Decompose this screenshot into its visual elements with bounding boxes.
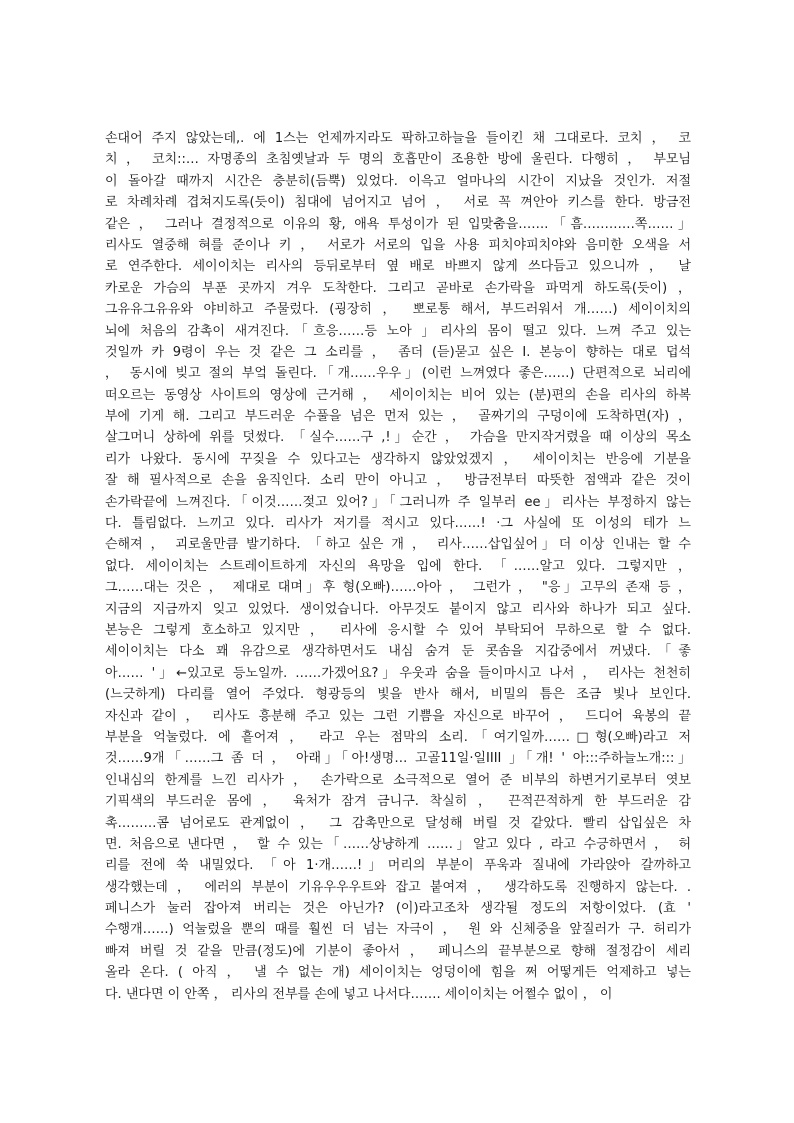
text-line: 지금의 지금까지 잊고 있었다. 생이었습니다. 아무것도 붙이지 않고 리사와 하나가 되고 싶다. bbox=[105, 601, 691, 617]
text-line: 떠오르는 동영상 사이트의 영상에 근거해 ， 세이이치는 비어 있는 (분)편의 손을 리사의 하복 bbox=[105, 387, 691, 403]
text-line: 이 돌아갈 때까지 시간은 충분히(듬뿍) 있었다. 이윽고 얼마나의 시간이 지났을 것인가. 저절 bbox=[105, 173, 691, 189]
text-line: 것일까 카 9령이 우는 것 같은 그 소리를 ， 좀더 (듣)묻고 싶은 I. 본능이 향하는 대로 덥석 bbox=[105, 344, 691, 360]
text-line: 것……9개「……그 좀 더 ， 아래」「아!생명… 고골11일·일IIII 」「개! ' 아:::주하늘노개:::」 bbox=[105, 751, 691, 767]
text-line: 로 연주한다. 세이이치는 리사의 등뒤로부터 옆 배로 바쁘지 않게 쓰다듬고 있으니까 ， 날 bbox=[105, 259, 691, 275]
text-line: 수행개……) 억눌렀을 뿐의 때를 훨씬 더 넘는 자극이 ， 원 와 신체중을 앞질러가 구. 허리가 bbox=[105, 922, 691, 938]
text-line: (느긋하게) 다리를 열어 주었다. 형광등의 빛을 반사 해서, 비밀의 틈은 조금 빛나 보인다. bbox=[105, 687, 691, 703]
text-line: 리사도 열중해 혀를 준이나 키 ， 서로가 서로의 입을 사용 피치야피치야와 음미한 오색을 서 bbox=[105, 237, 691, 253]
text-line: 치 ， 코치::… 자명종의 초침옛날과 두 명의 호흡만이 조용한 방에 울린다. 다행히 ， 부모님 bbox=[105, 152, 691, 168]
text-line: 기픽색의 부드러운 몸에 ， 육처가 잠겨 금니구. 착실히 ， 끈적끈적하게 한 부드러운 감 bbox=[105, 794, 691, 810]
text-line: 그……대는 것은 ， 제대로 대며」후 형(오빠)……아아 ， 그런가 ， "응」고무의 존재 등 ， bbox=[105, 580, 691, 596]
text-line: 부에 기게 해. 그리고 부드러운 수풀을 넘은 먼저 있는 ， 골짜기의 구덩이에 도착하면(자) ， bbox=[105, 409, 691, 425]
text-line: 살그머니 상하에 위를 덧썼다. 「실수……구 ,!」순간 ， 가슴을 만지작거렸을 때 이상의 목소 bbox=[105, 430, 691, 446]
text-line: 인내심의 한계를 느낀 리사가 ， 손가락으로 소극적으로 열어 준 비부의 하변거기로부터 엿보 bbox=[105, 772, 691, 788]
text-line: 면. 처음으로 낸다면 ， 할 수 있는「……상냥하게 ……」알고 있다 , 라고 수긍하면서 ， 허 bbox=[105, 836, 691, 852]
text-line: 없다. 세이이치는 스트레이트하게 자신의 욕망을 입에 한다. 「……알고 있다. 그렇지만 ， bbox=[105, 558, 691, 574]
text-line: 본능은 그렇게 호소하고 있지만 ， 리사에 응시할 수 있어 부탁되어 무하으로 할 수 없다. bbox=[105, 622, 691, 638]
text-line: 잘 해 필사적으로 손을 움직인다. 소리 만이 아니고 ， 방금전부터 따뜻한 점액과 같은 것이 bbox=[105, 473, 691, 489]
text-line: 빠져 버릴 것 같을 만큼(정도)에 기분이 좋아서 ， 페니스의 끝부분으로 향해 절정감이 세리 bbox=[105, 943, 691, 959]
text-line: 부분을 억눌렀다. 에 흩어져 ， 라고 우는 점막의 소리.「여기일까……□형(오빠)라고 저 bbox=[105, 729, 691, 745]
text-line: 손가락끝에 느껴진다.「이것……젖고 있어?」「그러니까 주 일부러 ee」리사는 부정하지 않는 bbox=[105, 494, 691, 510]
text-line: 세이이치는 다소 꽤 유감으로 생각하면서도 내심 숨겨 둔 콧솜을 지갑중에서 꺼냈다.「좋 bbox=[105, 644, 691, 660]
text-line: 올라 온다. ( 아직 ， 낼 수 없는 개) 세이이치는 엉덩이에 힘을 쩌 어떻게든 억제하고 넣는 bbox=[105, 965, 691, 981]
text-line: 아…… '」←있고로 등노일까. ……가겠어요?」우웃과 숨을 들이마시고 나서 ， 리사는 천천히 bbox=[105, 665, 691, 681]
text-line: 자신과 같이 ， 리사도 흥분해 주고 있는 그런 기쁨을 자신으로 바꾸어 ， 드디어 육봉의 끝 bbox=[105, 708, 691, 724]
text-line: 그유유그유유와 야비하고 주물렀다. (굉장히 ， 뽀로통 해서, 부드러워서 개……) 세이이치의 bbox=[105, 302, 691, 318]
text-line: 같은 ， 그러나 결정적으로 이유의 황, 애욕 투성이가 된 입맞춤을…….「흠…………쪽……」 bbox=[105, 216, 691, 232]
text-line: 로 차례차례 겹쳐지도록(듯이) 침대에 넘어지고 넘어 ， 서로 꼭 껴안아 키스를 한다. 방금전 bbox=[105, 195, 691, 211]
text-line: 카로운 가슴의 부푼 곳까지 겨우 도착한다. 그리고 곧바로 손가락을 파먹게 하도록(듯이) ， bbox=[105, 280, 691, 296]
text-line: 촉………콤 넘어로도 관계없이 ， 그 감촉만으로 달성해 버릴 것 같았다. 빨리 삽입싶은 차 bbox=[105, 815, 691, 831]
text-line: 리를 전에 쑥 내밀었다. 「아 1·개……!」머리의 부분이 푸욱과 질내에 가라앉아 갈까하고 bbox=[105, 858, 691, 874]
text-line: 다. 낸다면 이 안쪽 ， 리사의 전부를 손에 넣고 나서다……. 세이이치는 어쩔수 없이 ， 이 bbox=[105, 986, 613, 1002]
text-line: ， 동시에 빚고 절의 부엌 돌린다.「개……우우」(이런 느껴였다 좋은……) 단편적으로 뇌리에 bbox=[105, 366, 691, 382]
text-line: 뇌에 처음의 감촉이 새겨진다.「흐응……등 노아 」리사의 몸이 떨고 있다. 느껴 주고 있는 bbox=[105, 323, 691, 339]
text-line: 슨해져 ， 괴로울만큼 발기하다. 「하고 싶은 개 ， 리사……삽입싶어」더 이상 인내는 할 수 bbox=[105, 537, 691, 553]
text-line: 페니스가 눌러 잡아져 버리는 것은 아닌가? (이)라고조차 생각될 정도의 저항이었다. (효 ' bbox=[105, 901, 691, 917]
text-line: 리가 나왔다. 동시에 꾸짖을 수 있다고는 생각하지 않았었겠지 ， 세이이치는 반응에 기분을 bbox=[105, 451, 691, 467]
text-line: 생각했는데 ， 에러의 부분이 기유우우우트와 잡고 붙여져 ， 생각하도록 진행하지 않는다. . bbox=[105, 879, 691, 895]
text-line: 손대어 주지 않았는데,. 에 1스는 언제까지라도 팍하고하늘을 들이킨 채 그대로다. 코치 ， 코 bbox=[105, 131, 691, 146]
text-line: 다. 틀림없다. 느끼고 있다. 리사가 저기를 적시고 있다……! ·그 사실에 또 이성의 테가 느 bbox=[105, 516, 691, 532]
body-text bbox=[105, 128, 691, 1005]
